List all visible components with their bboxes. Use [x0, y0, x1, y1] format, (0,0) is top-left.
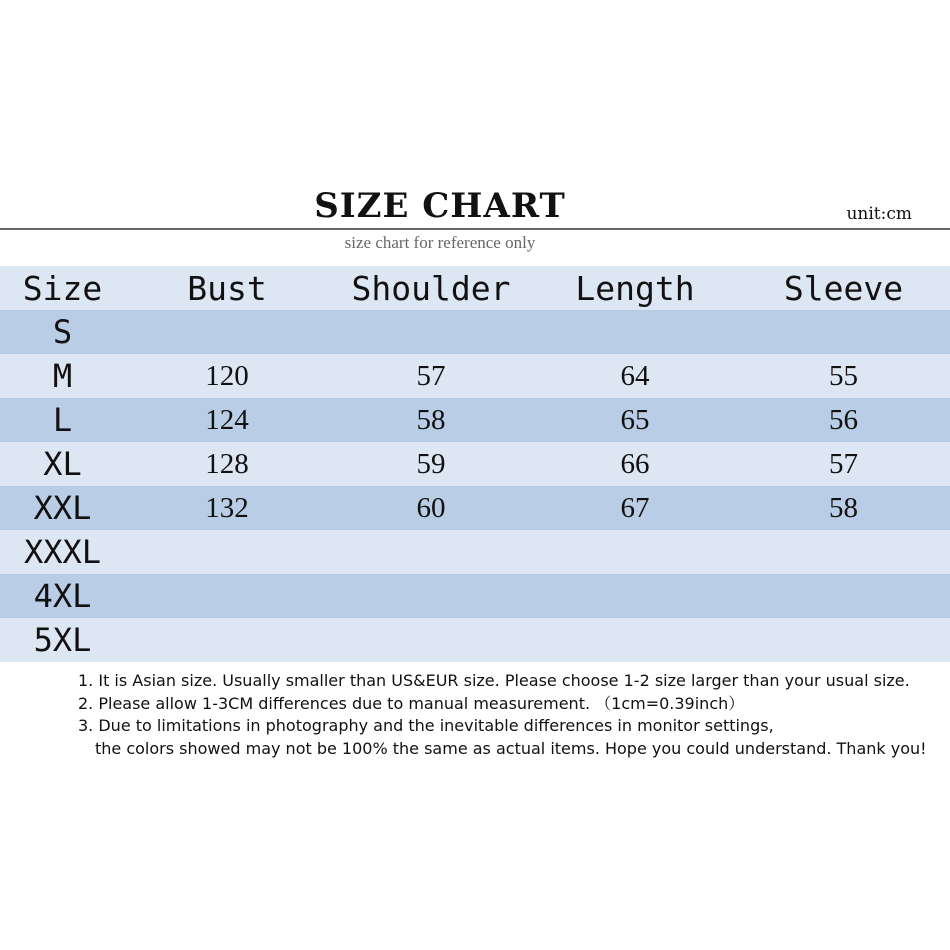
note-color-difference: 3. Due to limitations in photography and the inevitable differences in monitor settings,	[78, 716, 774, 735]
shoulder-cell: 59	[416, 447, 446, 480]
note-color-difference-cont: the colors showed may not be 100% the same as actual items. Hope you could understand. Thank you!	[95, 738, 927, 758]
header-length: Length	[575, 268, 695, 308]
bust-cell: 128	[205, 447, 249, 480]
table-row	[0, 618, 950, 662]
sleeve-cell: 56	[829, 403, 858, 436]
length-cell: 64	[620, 359, 650, 392]
table-row	[0, 442, 950, 486]
size-cell: 5XL	[33, 621, 92, 659]
sleeve-cell: 57	[829, 447, 858, 480]
size-cell: XXXL	[23, 533, 102, 571]
title-divider	[0, 228, 950, 230]
size-cell: 4XL	[33, 577, 92, 615]
note-measurement: 2. Please allow 1-3CM differences due to manual measurement. （1cm=0.39inch）	[78, 693, 745, 713]
table-row	[0, 354, 950, 398]
length-cell: 66	[620, 447, 650, 480]
header-shoulder: Shoulder	[351, 268, 511, 308]
size-cell: L	[52, 401, 73, 439]
table-row	[0, 486, 950, 530]
header-sleeve: Sleeve	[783, 268, 904, 308]
shoulder-cell: 57	[416, 359, 446, 392]
note-asian-size: 1. It is Asian size. Usually smaller than US&EUR size. Please choose 1-2 size larger than your usual size.	[78, 671, 910, 690]
sleeve-cell: 55	[829, 359, 858, 392]
header-bust: Bust	[187, 268, 267, 308]
length-cell: 67	[620, 491, 650, 524]
unit-label: unit:cm	[846, 204, 912, 224]
header-size: Size	[22, 268, 103, 308]
table-row	[0, 574, 950, 618]
bust-cell: 132	[205, 491, 249, 524]
length-cell: 65	[620, 403, 650, 436]
shoulder-cell: 58	[416, 403, 446, 436]
size-cell: S	[52, 313, 73, 351]
shoulder-cell: 60	[416, 491, 446, 524]
table-row	[0, 310, 950, 354]
size-cell: XXL	[33, 489, 92, 527]
table-header-row	[0, 266, 950, 310]
table-row	[0, 530, 950, 574]
bust-cell: 120	[205, 359, 249, 392]
sleeve-cell: 58	[829, 491, 858, 524]
subtitle: size chart for reference only	[344, 233, 536, 252]
size-cell: M	[52, 357, 73, 395]
size-cell: XL	[43, 445, 82, 483]
size-table	[0, 266, 950, 662]
table-row	[0, 398, 950, 442]
bust-cell: 124	[205, 403, 249, 436]
page-title: SIZE CHART	[314, 186, 566, 226]
notes-section	[78, 670, 927, 760]
